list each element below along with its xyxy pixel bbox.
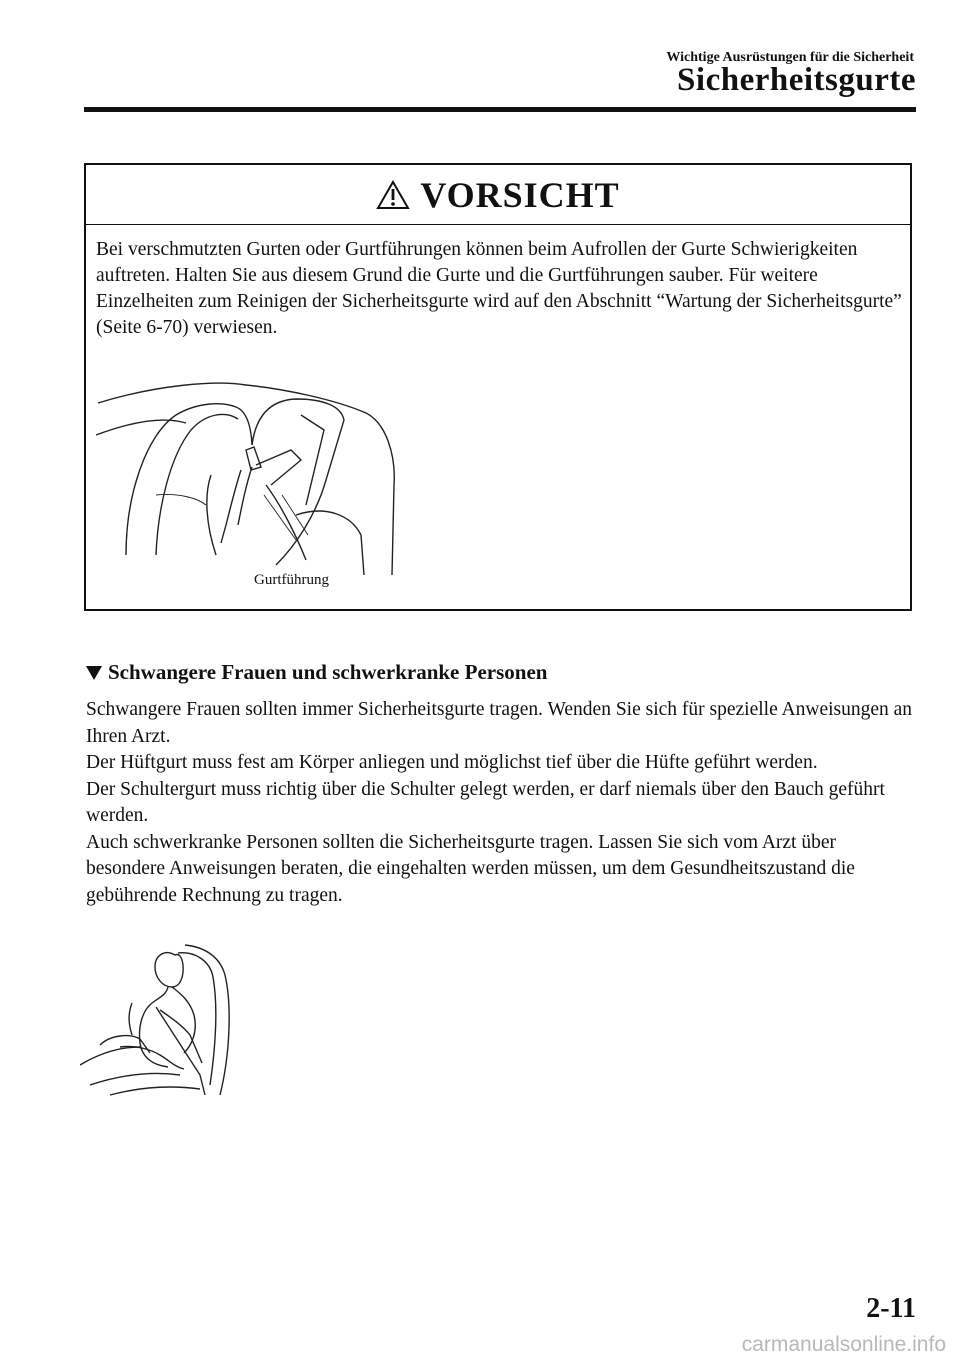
watermark: carmanualsonline.info — [741, 1333, 946, 1356]
header-rule — [84, 107, 916, 112]
caution-box — [84, 163, 912, 611]
section-heading-text: Schwangere Frauen und schwerkranke Personen — [108, 660, 548, 684]
triangle-down-icon — [84, 664, 104, 682]
paragraph: Schwangere Frauen sollten immer Sicherheitsgurte tragen. Wenden Sie sich für spezielle Anweisungen an Ihren Arzt. — [86, 699, 913, 747]
paragraph: Der Hüftgurt muss fest am Körper anliegen und möglichst tief über die Hüfte geführt werden. — [86, 752, 818, 773]
warning-triangle-icon — [376, 180, 410, 210]
pregnant-woman-seatbelt-illustration — [80, 935, 245, 1100]
section-body — [86, 697, 916, 909]
page-number: 2-11 — [866, 1293, 916, 1324]
page-title: Sicherheitsgurte — [677, 62, 916, 98]
section-heading — [84, 660, 547, 685]
label-gurtfuehrung: Gurtführung — [254, 572, 329, 588]
seat-belt-guide-illustration — [96, 375, 396, 575]
caution-text: Bei verschmutzten Gurten oder Gurtführungen können beim Aufrollen der Gurte Schwierigkeiten auftreten. Halten Sie aus diesem Grund die Gurte und die Gurtführungen sauber. Für weitere Einzelheiten zum Reinigen der Sicherheitsgurte wird auf den Abschnitt “Wartung der Sicherheitsgurte” (Seite 6-70) verwiesen. — [96, 239, 902, 338]
paragraph: Auch schwerkranke Personen sollten die Sicherheitsgurte tragen. Lassen Sie sich vom Arzt über besondere Anweisungen beraten, die eingehalten werden müssen, um dem Gesundheitszustand die gebührende Rechnung zu tragen. — [86, 831, 855, 906]
chapter-title: Wichtige Ausrüstungen für die Sicherheit — [666, 50, 914, 65]
caution-header — [86, 165, 910, 225]
paragraph: Der Schultergurt muss richtig über die Schulter gelegt werden, er darf niemals über den Bauch geführt werden. — [86, 778, 885, 826]
caution-title: VORSICHT — [420, 174, 620, 215]
